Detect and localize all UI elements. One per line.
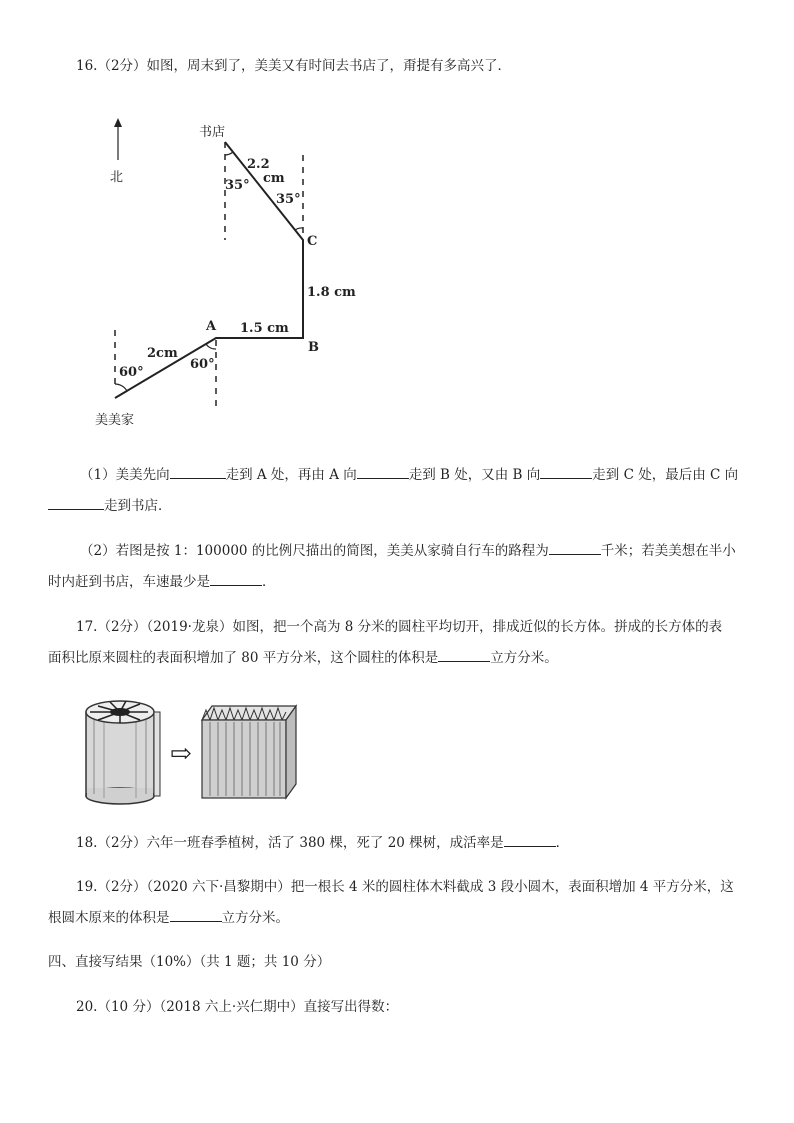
north-arrow-icon [114,118,122,160]
answer-blank[interactable] [170,466,226,479]
label-point-a: A [206,319,217,334]
bookstore-label: 书店 [199,125,226,140]
label-point-b: B [308,340,319,355]
label-seg-a-b: 1.5 cm [240,321,289,336]
angle-arc-home [115,384,127,391]
q16-part1-segment3: 走到 C 处，最后由 C 向 [592,467,739,483]
answer-blank[interactable] [438,649,490,662]
label-seg-c-store-bottom: cm [263,171,285,186]
q17-line2 [48,649,558,667]
label-angle-home: 60° [119,365,144,380]
q18-text: 18.（2分）六年一班春季植树，活了 380 棵，死了 20 棵树，成活率是 [76,835,504,851]
q16-part2-mid: 千米；若美美想在半小 [600,543,736,559]
q18-end: ． [555,835,570,851]
answer-blank[interactable] [504,834,556,847]
q19-line2-end: 立方分米。 [221,910,289,926]
answer-blank[interactable] [170,909,222,922]
answer-blank[interactable] [549,542,601,555]
q19-line1: 19.（2分）（2020 六下·昌黎期中）把一根长 4 米的圆柱体木料截成 3 段小圆木，表面积增加 4 平方分米，这 [76,879,734,895]
q16-part1-line2 [48,497,172,515]
q17-line2-end: 立方分米。 [490,650,558,666]
q18-line [76,834,569,852]
q16-part2-line2-text: 时内赶到书店，车速最少是 [48,574,210,590]
section-4-heading: 四、直接写结果（10%）（共 1 题；共 10 分） [48,954,331,970]
cylinder-to-cuboid-figure [80,690,310,805]
angle-arc-c [295,228,303,230]
label-angle-store: 35° [225,178,250,193]
q16-part1-prefix: （1）美美先向 [80,467,170,483]
label-angle-c: 35° [276,192,301,207]
q16-part1-line1 [80,466,738,484]
q17-line2-prefix: 面积比原来圆柱的表面积增加了 80 平方分米，这个圆柱的体积是 [48,650,439,666]
q20-line: 20.（10 分）（2018 六上·兴仁期中）直接写出得数： [76,999,399,1015]
q16-part2-line2 [48,573,276,591]
north-label: 北 [110,170,124,185]
angle-arc-store [225,152,233,155]
q16-part1-segment2: 走到 B 处，又由 B 向 [408,467,541,483]
label-point-c: C [307,234,318,249]
q17-line1: 17.（2分）（2019·龙泉）如图，把一个高为 8 分米的圆柱平均切开，排成近似的长方体。拼成的长方体的表 [76,619,723,635]
label-seg-b-c: 1.8 cm [307,285,356,300]
label-seg-home-a: 2cm [147,346,178,361]
q16-part2-prefix: （2）若图是按 1：100000 的比例尺描出的简图，美美从家骑自行车的路程为 [80,543,549,559]
q16-part2-line1 [80,542,736,560]
transform-arrow-icon: ⇨ [170,739,192,769]
q16-part1-end: 走到书店． [104,498,172,514]
q19-line2 [48,909,289,927]
q19-line2-prefix: 根圆木原来的体积是 [48,910,170,926]
q16-title: 16.（2分）如图，周末到了，美美又有时间去书店了，甭提有多高兴了． [76,58,512,74]
angle-arc-a [206,344,216,349]
cylinder-shape [86,701,160,804]
label-angle-a: 60° [190,357,215,372]
answer-blank[interactable] [210,573,262,586]
cuboid-shape [202,706,296,798]
q16-part2-end: ． [262,574,276,590]
home-label: 美美家 [95,413,135,428]
answer-blank[interactable] [540,466,592,479]
label-seg-c-store-top: 2.2 [247,157,270,172]
answer-blank[interactable] [357,466,409,479]
answer-blank[interactable] [48,497,104,510]
q16-part1-segment1: 走到 A 处，再由 A 向 [225,467,357,483]
